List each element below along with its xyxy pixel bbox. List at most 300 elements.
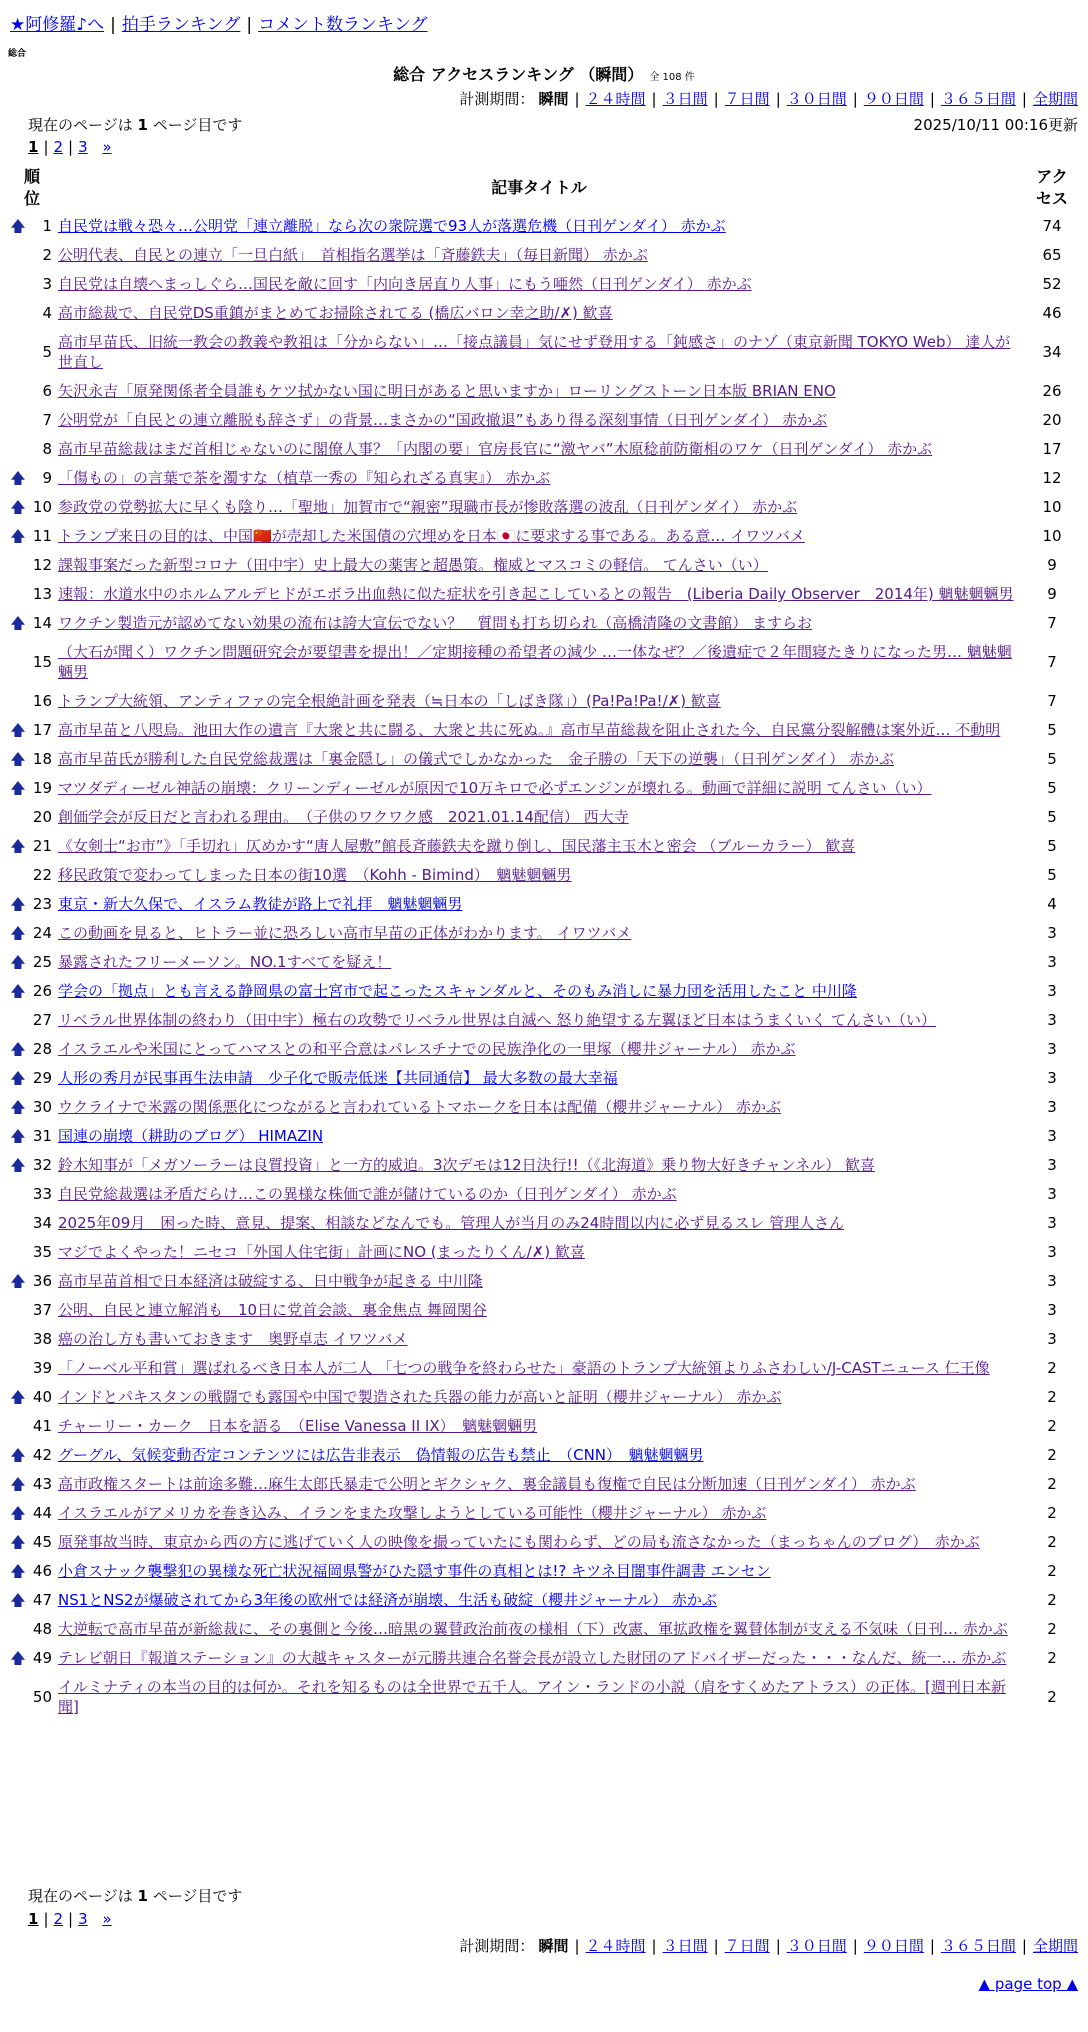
rank-up-icon: 🡅 (10, 614, 26, 632)
article-title-cell (56, 299, 1022, 328)
article-title-cell (56, 1093, 1022, 1122)
access-count: 9 (1047, 585, 1057, 603)
rank-up-icon: 🡅 (10, 953, 26, 971)
article-title-cell (56, 1470, 1022, 1499)
access-count: 7 (1047, 614, 1057, 632)
pager-next[interactable]: » (102, 1910, 112, 1928)
page-heading (0, 62, 1088, 85)
article-title-cell (56, 464, 1022, 493)
access-count: 46 (1042, 304, 1062, 322)
article-link[interactable]: 公明、自民と連立解消も 10日に党首会談、裏金焦点 舞岡関谷 (58, 1301, 487, 1319)
article-link[interactable]: 高市総裁で、自民党DS重鎮がまとめてお掃除されてる (橋広バロン幸之助/✗) 歓喜 (58, 304, 613, 322)
rank-up-icon: 🡅 (10, 924, 26, 942)
pager-next[interactable]: » (102, 138, 112, 156)
rank-number: 28 (32, 1040, 52, 1058)
article-title-cell (56, 1557, 1022, 1586)
article-title-cell (56, 890, 1022, 919)
article-link[interactable]: 移民政策で変わってしまった日本の街10選 （Kohh - Bimind） 魑魅魍魎男 (58, 866, 572, 884)
article-link[interactable]: 「傷もの」の言葉で茶を濁すな（植草一秀の『知られざる真実』） 赤かぶ (58, 469, 551, 487)
rank-number: 40 (32, 1388, 52, 1406)
article-link[interactable]: 学会の「拠点」とも言える静岡県の富士宮市で起こったスキャンダルと、そのもみ消しに暴力団を活用したこと 中川隆 (58, 982, 857, 1000)
article-link[interactable]: 高市早苗と八咫烏。池田大作の遺言『大衆と共に闘る、大衆と共に死ぬ。』高市早苗総裁を阻止された今、自民黨分裂解體は案外近… 不動明 (58, 721, 1001, 739)
rank-number: 36 (32, 1272, 52, 1290)
article-link[interactable]: 小倉スナック襲撃犯の異様な死亡状況福岡県警がひた隠す事件の真相とは!? キツネ目闇事件調書 エンセン (58, 1562, 771, 1580)
article-title-cell (56, 377, 1022, 406)
table-row (8, 1644, 1082, 1673)
article-link[interactable]: 公明代表、自民との連立「一旦白紙」 首相指名選挙は「斉藤鉄夫」（毎日新聞） 赤かぶ (58, 246, 648, 264)
rank-number: 33 (32, 1185, 52, 1203)
access-count: 3 (1047, 1272, 1057, 1290)
period-separator: | (775, 1937, 781, 1955)
rank-number: 26 (32, 982, 52, 1000)
article-title-cell (56, 1006, 1022, 1035)
access-count: 65 (1042, 246, 1062, 264)
period-24h-link[interactable]: ２４時間 (585, 90, 646, 108)
pager-top (28, 138, 112, 156)
access-count: 26 (1042, 382, 1062, 400)
period-separator: | (775, 90, 781, 108)
table-row (8, 919, 1082, 948)
article-link[interactable]: 高市政権スタートは前途多難…麻生太郎氏暴走で公明とギクシャク、裏金議員も復権で自民は分断加速（日刊ゲンダイ） 赤かぶ (58, 1475, 916, 1493)
table-row (8, 1267, 1082, 1296)
article-title-cell (56, 745, 1022, 774)
rank-number: 5 (42, 343, 52, 361)
table-row (8, 609, 1082, 638)
access-count: 2 (1047, 1417, 1057, 1435)
access-count: 5 (1047, 779, 1057, 797)
table-row (8, 1151, 1082, 1180)
article-title-cell (56, 1412, 1022, 1441)
rank-number: 9 (42, 469, 52, 487)
rank-up-icon (8, 1209, 28, 1238)
article-title-cell (56, 1296, 1022, 1325)
table-row (8, 1528, 1082, 1557)
access-count: 3 (1047, 1156, 1057, 1174)
article-link[interactable]: NS1とNS2が爆破されてから3年後の欧州では経済が崩壊、生活も破綻（櫻井ジャーナル） 赤かぶ (58, 1591, 717, 1609)
section-label: 総合 (8, 49, 27, 59)
period-current: 瞬間 (538, 90, 569, 108)
article-title-cell (56, 638, 1022, 687)
rank-number: 45 (32, 1533, 52, 1551)
access-count: 5 (1047, 808, 1057, 826)
article-link[interactable]: マツダディーゼル神話の崩壊：クリーンディーゼルが原因で10万キロで必ずエンジンが壊れる。動画で詳細に説明 てんさい（い） (58, 779, 932, 797)
article-title-cell (56, 1035, 1022, 1064)
pager-spacer (93, 1910, 98, 1928)
rank-number: 19 (32, 779, 52, 797)
period-separator: | (713, 1937, 719, 1955)
access-count: 5 (1047, 721, 1057, 739)
rank-up-icon (8, 1615, 28, 1644)
rank-up-icon (8, 1238, 28, 1267)
rank-up-icon (8, 435, 28, 464)
rank-up-icon: 🡅 (10, 1272, 26, 1290)
period-3d-link[interactable]: ３日間 (662, 1937, 708, 1955)
period-separator: | (651, 90, 657, 108)
pager-page-1[interactable]: 1 (28, 1910, 39, 1928)
rank-up-icon: 🡅 (10, 837, 26, 855)
rank-up-icon (8, 270, 28, 299)
period-current: 瞬間 (538, 1937, 569, 1955)
period-selector-top (459, 88, 1078, 109)
rank-up-icon (8, 241, 28, 270)
access-count: 74 (1042, 217, 1062, 235)
period-30d-link[interactable]: ３０日間 (786, 90, 847, 108)
rank-number: 18 (32, 750, 52, 768)
article-title-cell (56, 803, 1022, 832)
article-link[interactable]: リベラル世界体制の終わり（田中宇）極右の攻勢でリベラル世界は自滅へ 怒り絶望する左翼ほど日本はうまくいく てんさい（い） (58, 1011, 937, 1029)
article-title-cell (56, 1528, 1022, 1557)
access-count: 3 (1047, 1040, 1057, 1058)
article-link[interactable]: 原発事故当時、東京から西の方に逃げていく人の映像を撮っていたにも関わらず、どの局も流さなかった（まっちゃんのブログ） 赤かぶ (58, 1533, 980, 1551)
article-title-cell (56, 1383, 1022, 1412)
article-title-cell (56, 522, 1022, 551)
article-link[interactable]: 大逆転で高市早苗が新総裁に、その裏側と今後…暗黒の翼賛政治前夜の様相（下）改憲、軍拡政権を翼賛体制が支える不気味（日刊… 赤かぶ (58, 1620, 1008, 1638)
article-link[interactable]: 自民党は戦々恐々…公明党「連立離脱」なら次の衆院選で93人が落選危機（日刊ゲンダイ） 赤かぶ (58, 217, 726, 235)
article-link[interactable]: 参政党の党勢拡大に早くも陰り…「聖地」加賀市で“親密”現職市長が惨敗落選の波乱（日刊ゲンダイ） 赤かぶ (58, 498, 798, 516)
page-top-link[interactable]: ▲ page top ▲ (978, 1975, 1078, 1993)
rank-up-icon (8, 551, 28, 580)
rank-up-icon: 🡅 (10, 527, 26, 545)
period-7d-link[interactable]: ７日間 (724, 1937, 770, 1955)
rank-up-icon: 🡅 (10, 1388, 26, 1406)
article-link[interactable]: 癌の治し方も書いておきます 奥野卓志 イワツバメ (58, 1330, 408, 1348)
period-separator: | (929, 90, 935, 108)
access-count: 2 (1047, 1533, 1057, 1551)
article-title-cell (56, 551, 1022, 580)
rank-up-icon: 🡅 (10, 217, 26, 235)
access-count: 52 (1042, 275, 1062, 293)
access-count: 2 (1047, 1620, 1057, 1638)
pager-page-2[interactable]: 2 (53, 1910, 64, 1928)
access-count: 3 (1047, 953, 1057, 971)
rank-up-icon (8, 377, 28, 406)
article-link[interactable]: 自民党は自壊へまっしぐら…国民を敵に回す「内向き居直り人事」にもう唖然（日刊ゲンダイ） 赤かぶ (58, 275, 752, 293)
article-title-cell (56, 948, 1022, 977)
table-row (8, 328, 1082, 377)
article-link[interactable]: 自民党総裁選は矛盾だらけ…この異様な株価で誰が儲けているのか（日刊ゲンダイ） 赤かぶ (58, 1185, 677, 1203)
article-link[interactable]: 高市早苗氏、旧統一教会の教義や教祖は「分からない」…「接点議員」気にせず登用する「鈍感さ」のナゾ（東京新聞 TOKYO Web） 達人が世直し (58, 333, 1011, 371)
access-count: 9 (1047, 556, 1057, 574)
table-row (8, 774, 1082, 803)
period-365d-link[interactable]: ３６５日間 (940, 90, 1016, 108)
article-title-cell (56, 716, 1022, 745)
rank-up-icon: 🡅 (10, 1591, 26, 1609)
rank-up-icon (8, 861, 28, 890)
table-header-row (8, 164, 1082, 212)
article-link[interactable]: テレビ朝日『報道ステーション』の大越キャスターが元勝共連合名誉会長が設立した財団のアドバイザーだった・・・なんだ、統一… 赤かぶ (58, 1649, 1007, 1667)
article-title-cell (56, 774, 1022, 803)
table-row (8, 270, 1082, 299)
home-link[interactable]: ★阿修羅♪へ (10, 15, 105, 35)
access-count: 2 (1047, 1475, 1057, 1493)
table-row (8, 406, 1082, 435)
access-count: 2 (1047, 1688, 1057, 1706)
rank-up-icon: 🡅 (10, 1475, 26, 1493)
current-page-prefix: 現在のページは (28, 116, 138, 134)
article-link[interactable]: 高市早苗総裁はまだ首相じゃないのに閣僚人事？「内閣の要」官房長官に“激ヤバ”木原稔前防衛相のワケ（日刊ゲンダイ） 赤かぶ (58, 440, 933, 458)
rank-up-icon (8, 1673, 28, 1722)
article-link[interactable]: 矢沢永吉「原発関係者全員誰もケツ拭かない国に明日があると思いますか」ローリングストーン日本版 BRIAN ENO (58, 382, 836, 400)
article-title-cell (56, 270, 1022, 299)
access-count: 3 (1047, 1069, 1057, 1087)
rank-number: 15 (32, 653, 52, 671)
article-link[interactable]: 東京・新大久保で、イスラム教徒が路上で礼拝 魑魅魍魎男 (58, 895, 463, 913)
access-count: 3 (1047, 1330, 1057, 1348)
rank-number: 4 (42, 304, 52, 322)
period-separator: | (574, 90, 580, 108)
article-link[interactable]: イスラエルや米国にとってハマスとの和平合意はパレスチナでの民族浄化の一里塚（櫻井ジャーナル） 赤かぶ (58, 1040, 796, 1058)
current-page-suffix: ページ目です (147, 1887, 243, 1905)
access-count: 10 (1042, 498, 1062, 516)
access-count: 3 (1047, 1011, 1057, 1029)
comment-ranking-link[interactable]: コメント数ランキング (258, 15, 428, 35)
table-row (8, 1557, 1082, 1586)
top-navigation (10, 10, 428, 35)
rank-number: 49 (32, 1649, 52, 1667)
period-all-link[interactable]: 全期間 (1032, 1937, 1078, 1955)
article-link[interactable]: マジでよくやった！ニセコ「外国人住宅街」計画にNO (まったりくん/✗) 歓喜 (58, 1243, 585, 1261)
table-row (8, 551, 1082, 580)
period-separator: | (852, 1937, 858, 1955)
rank-number: 38 (32, 1330, 52, 1348)
rank-number: 34 (32, 1214, 52, 1232)
rank-number: 16 (32, 692, 52, 710)
article-title-cell (56, 861, 1022, 890)
period-label: 計測期間： (459, 1937, 535, 1955)
table-row (8, 1122, 1082, 1151)
ranking-body (8, 212, 1082, 1722)
rank-number: 43 (32, 1475, 52, 1493)
article-title-cell (56, 328, 1022, 377)
rank-number: 6 (42, 382, 52, 400)
rank-up-icon (8, 299, 28, 328)
article-link[interactable]: 人形の秀月が民事再生法申請 少子化で販売低迷【共同通信】 最大多数の最大幸福 (58, 1069, 618, 1087)
rank-number: 13 (32, 585, 52, 603)
period-separator: | (713, 90, 719, 108)
article-title-cell (56, 1644, 1022, 1673)
period-all-link[interactable]: 全期間 (1032, 90, 1078, 108)
article-link[interactable]: 速報：水道水中のホルムアルデヒドがエボラ出血熱に似た症状を引き起こしているとの報告 (Liberia Daily Observer 2014年) 魑魅魍魎男 (58, 585, 1014, 603)
rank-number: 11 (32, 527, 52, 545)
table-row (8, 948, 1082, 977)
rank-number: 20 (32, 808, 52, 826)
access-count: 3 (1047, 924, 1057, 942)
rank-up-icon (8, 1325, 28, 1354)
rank-number: 27 (32, 1011, 52, 1029)
rank-up-icon: 🡅 (10, 779, 26, 797)
article-link[interactable]: 「ノーベル平和賞」選ばれるべき日本人が二人 「七つの戦争を終わらせた」豪語のトランプ大統領よりふさわしい/J-CASTニュース 仁王像 (58, 1359, 990, 1377)
table-row (8, 493, 1082, 522)
table-row (8, 241, 1082, 270)
table-row (8, 638, 1082, 687)
access-count: 5 (1047, 866, 1057, 884)
access-count: 7 (1047, 692, 1057, 710)
article-title-cell (56, 241, 1022, 270)
title-column-header: 記事タイトル (491, 178, 587, 197)
pager-page-2[interactable]: 2 (53, 138, 64, 156)
access-count: 34 (1042, 343, 1062, 361)
article-link[interactable]: ワクチン製造元が認めてない効果の流布は誇大宣伝でない？ 質問も打ち切られ（高橋清隆の文書館） ますらお (58, 614, 813, 632)
article-title-cell (56, 1586, 1022, 1615)
rank-number: 12 (32, 556, 52, 574)
rank-number: 44 (32, 1504, 52, 1522)
access-count: 5 (1047, 750, 1057, 768)
access-count: 3 (1047, 1098, 1057, 1116)
article-link[interactable]: チャーリー・カーク 日本を語る （Elise Vanessa II IX） 魑魅魍魎男 (58, 1417, 538, 1435)
period-90d-link[interactable]: ９０日間 (863, 90, 924, 108)
article-link[interactable]: 公明党が「自民との連立離脱も辞さず」の背景…まさかの“国政撤退”もあり得る深刻事情（日刊ゲンダイ） 赤かぶ (58, 411, 828, 429)
rank-number: 35 (32, 1243, 52, 1261)
period-30d-link[interactable]: ３０日間 (786, 1937, 847, 1955)
rank-number: 46 (32, 1562, 52, 1580)
period-separator: | (651, 1937, 657, 1955)
page-title: 総合 アクセスランキング （瞬間） (393, 65, 644, 84)
rank-up-icon: 🡅 (10, 1533, 26, 1551)
item-count: 全 108 件 (649, 72, 695, 83)
pager-page-1[interactable]: 1 (28, 138, 39, 156)
access-header-text: アクセス (1035, 167, 1068, 208)
access-count: 5 (1047, 837, 1057, 855)
nav-separator: | (246, 15, 253, 35)
article-title-cell (56, 1064, 1022, 1093)
current-page-number: 1 (137, 116, 148, 134)
access-count: 3 (1047, 1301, 1057, 1319)
rank-number: 47 (32, 1591, 52, 1609)
rank-up-icon (8, 803, 28, 832)
table-row (8, 464, 1082, 493)
article-title-cell (56, 1238, 1022, 1267)
rank-number: 21 (32, 837, 52, 855)
rank-number: 25 (32, 953, 52, 971)
period-7d-link[interactable]: ７日間 (724, 90, 770, 108)
rank-up-icon: 🡅 (10, 1649, 26, 1667)
rank-up-icon (8, 580, 28, 609)
article-title-cell (56, 1673, 1022, 1722)
rank-up-icon: 🡅 (10, 1098, 26, 1116)
article-title-cell (56, 1325, 1022, 1354)
table-row (8, 1499, 1082, 1528)
article-link[interactable]: イスラエルがアメリカを巻き込み、イランをまた攻撃しようとしている可能性（櫻井ジャーナル） 赤かぶ (58, 1504, 767, 1522)
current-page-prefix: 現在のページは (28, 1887, 138, 1905)
period-24h-link[interactable]: ２４時間 (585, 1937, 646, 1955)
period-separator: | (574, 1937, 580, 1955)
rank-up-icon: 🡅 (10, 1127, 26, 1145)
article-link[interactable]: 2025年09月 困った時、意見、提案、相談などなんでも。管理人が当月のみ24時間以内に必ず見るスレ 管理人さん (58, 1214, 845, 1232)
clap-ranking-link[interactable]: 拍手ランキング (121, 15, 241, 35)
rank-up-icon: 🡅 (10, 982, 26, 1000)
article-title-cell (56, 609, 1022, 638)
pager-separator: | (68, 1910, 74, 1928)
table-row (8, 861, 1082, 890)
article-link[interactable]: 鈴木知事が「メガソーラーは良質投資」と一方的威迫。3次デモは12日決行!!（《北海道》乗り物大好きチャンネル） 歓喜 (58, 1156, 876, 1174)
article-link[interactable]: 創価学会が反日だと言われる理由。 （子供のワクワク感 2021.01.14配信） 西大寺 (58, 808, 629, 826)
article-link[interactable]: イルミナティの本当の目的は何か。それを知るものは全世界で五千人。アイン・ランドの小説（肩をすくめたアトラス）の正体。[週刊日本新聞] (58, 1678, 1006, 1716)
table-row (8, 435, 1082, 464)
rank-number: 29 (32, 1069, 52, 1087)
article-title-cell (56, 1151, 1022, 1180)
article-link[interactable]: トランプ来日の目的は、中国🇨🇳が売却した米国債の穴埋めを日本🇯🇵に要求する事である。ある意… イワツバメ (58, 527, 805, 545)
article-title-cell (56, 687, 1022, 716)
article-title-cell (56, 1441, 1022, 1470)
period-90d-link[interactable]: ９０日間 (863, 1937, 924, 1955)
article-link[interactable]: トランプ大統領、アンティファの完全根絶計画を発表（≒日本の「しばき隊」）(Pa!Pa!Pa!/✗) 歓喜 (58, 692, 721, 710)
article-link[interactable]: インドとパキスタンの戦闘でも露国や中国で製造された兵器の能力が高いと証明（櫻井ジャーナル） 赤かぶ (58, 1388, 782, 1406)
rank-up-icon (8, 687, 28, 716)
table-row (8, 1586, 1082, 1615)
rank-up-icon (8, 1006, 28, 1035)
article-title-cell (56, 1180, 1022, 1209)
rank-up-icon: 🡅 (10, 895, 26, 913)
pager-separator: | (68, 138, 74, 156)
access-count: 3 (1047, 1243, 1057, 1261)
current-page-suffix: ページ目です (147, 116, 243, 134)
rank-up-icon: 🡅 (10, 1504, 26, 1522)
table-row (8, 299, 1082, 328)
rank-up-icon: 🡅 (10, 750, 26, 768)
table-row (8, 803, 1082, 832)
table-row (8, 1412, 1082, 1441)
access-count: 2 (1047, 1446, 1057, 1464)
table-row (8, 1180, 1082, 1209)
article-link[interactable]: 高市早苗首相で日本経済は破綻する、日中戦争が起きる 中川隆 (58, 1272, 483, 1290)
pager-page-3[interactable]: 3 (78, 138, 88, 156)
period-separator: | (1021, 90, 1027, 108)
table-row (8, 832, 1082, 861)
pager-separator: | (43, 1910, 49, 1928)
rank-column-header (8, 164, 56, 212)
access-count: 20 (1042, 411, 1062, 429)
period-3d-link[interactable]: ３日間 (662, 90, 708, 108)
article-link[interactable]: （大石が聞く）ワクチン問題研究会が要望書を提出！／定期接種の希望者の減少 …一体なぜ？／後遺症で２年間寝たきりになった男… 魑魅魍魎男 (58, 643, 1012, 681)
rank-number: 48 (32, 1620, 52, 1638)
article-link[interactable]: 課報事案だった新型コロナ（田中宇）史上最大の薬害と超愚策。権威とマスコミの軽信。 てんさい（い） (58, 556, 768, 574)
article-link[interactable]: ウクライナで米露の関係悪化につながると言われているトマホークを日本は配備（櫻井ジャーナル） 赤かぶ (58, 1098, 781, 1116)
rank-up-icon (8, 406, 28, 435)
article-link[interactable]: この動画を見ると、ヒトラー並に恐ろしい高市早苗の正体がわかります。 イワツバメ (58, 924, 632, 942)
article-title-cell (56, 919, 1022, 948)
article-title-cell (56, 580, 1022, 609)
period-365d-link[interactable]: ３６５日間 (940, 1937, 1016, 1955)
rank-up-icon: 🡅 (10, 1446, 26, 1464)
access-count: 3 (1047, 1214, 1057, 1232)
pager-bottom (28, 1910, 112, 1928)
table-row (8, 1325, 1082, 1354)
rank-up-icon: 🡅 (10, 498, 26, 516)
article-title-cell (56, 832, 1022, 861)
updated-timestamp: 2025/10/11 00:16更新 (913, 116, 1078, 134)
table-row (8, 1383, 1082, 1412)
rank-up-icon (8, 328, 28, 377)
pager-separator: | (43, 138, 49, 156)
article-link[interactable]: 暴露されたフリーメーソン。NO.1すべてを疑え！ (58, 953, 392, 971)
rank-number: 42 (32, 1446, 52, 1464)
article-title-cell (56, 212, 1022, 241)
article-link[interactable]: 国連の崩壊（耕助のブログ） HIMAZIN (58, 1127, 324, 1145)
article-title-cell (56, 1499, 1022, 1528)
article-link[interactable]: 高市早苗氏が勝利した自民党総裁選は「裏金隠し」の儀式でしかなかった 金子勝の「天下の逆襲」（日刊ゲンダイ） 赤かぶ (58, 750, 895, 768)
article-link[interactable]: グーグル、気候変動否定コンテンツには広告非表示 偽情報の広告も禁止 （CNN） 魑魅魍魎男 (58, 1446, 704, 1464)
article-title-cell (56, 977, 1022, 1006)
rank-number: 22 (32, 866, 52, 884)
rank-up-icon: 🡅 (10, 1156, 26, 1174)
table-row (8, 1035, 1082, 1064)
access-count: 12 (1042, 469, 1062, 487)
table-row (8, 1093, 1082, 1122)
rank-up-icon (8, 1354, 28, 1383)
rank-number: 8 (42, 440, 52, 458)
pager-page-3[interactable]: 3 (78, 1910, 88, 1928)
article-link[interactable]: 《女剣士“お市”》「手切れ」仄めかす“唐人屋敷”館長斉藤鉄夫を蹴り倒し、国民藩主玉木と密会 （ブルーカラー） 歓喜 (58, 837, 856, 855)
